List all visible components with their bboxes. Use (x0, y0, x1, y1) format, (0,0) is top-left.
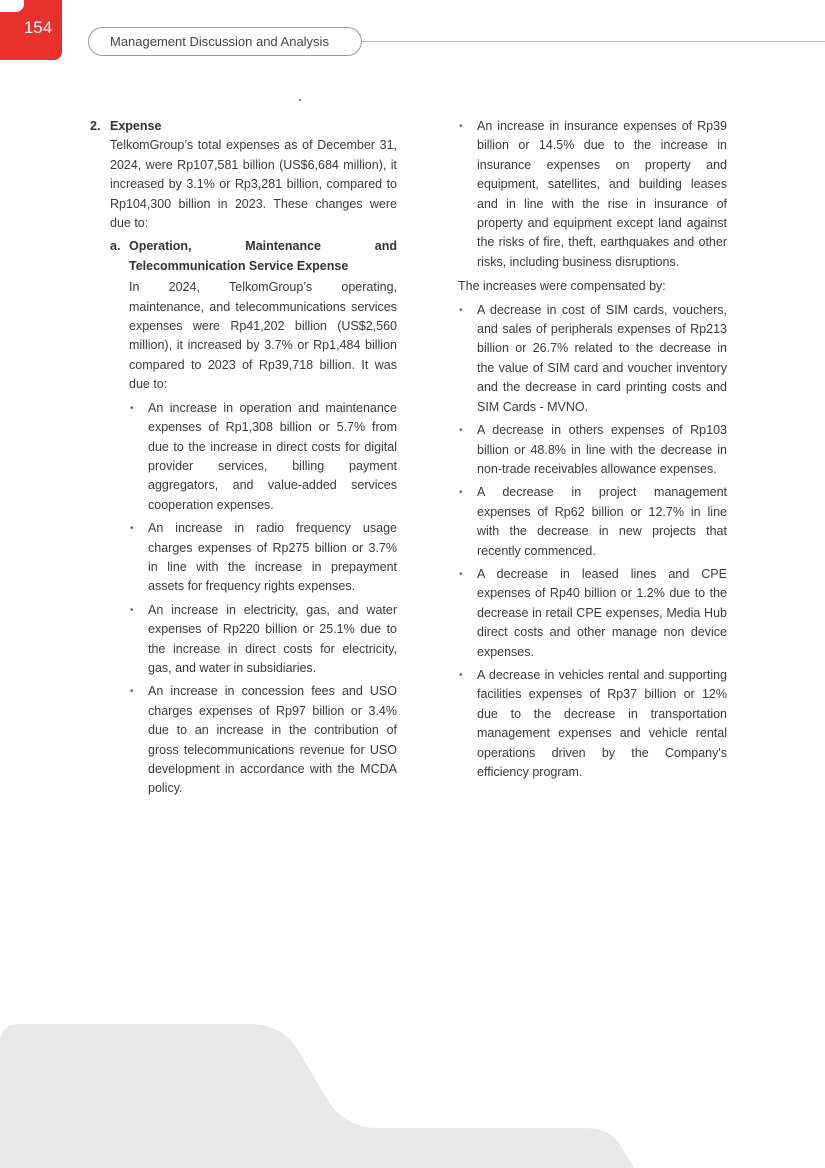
decrease-list (458, 301, 727, 783)
list-item: • An increase in concession fees and USO charges expenses of Rp97 billion or 3.4% due to an increase in the contribution of gross telecommunications revenue for USO development in accordance with the MCDA policy. (129, 682, 397, 798)
tab-notch (0, 0, 24, 12)
list-item: • A decrease in project management expenses of Rp62 billion or 12.7% in line with the decrease in new projects that recently commenced. (458, 483, 727, 561)
compensated-label: The increases were compensated by: (458, 279, 666, 294)
stray-dot (299, 99, 301, 101)
expense-intro: TelkomGroup’s total expenses as of December 31, 2024, were Rp107,581 billion (US$6,684 million), it increased by 3.1% or Rp3,281 billion, compared to Rp104,300 billion in 2023. These changes were due to: (110, 138, 397, 231)
list-item: • A decrease in cost of SIM cards, vouchers, and sales of peripherals expenses of Rp213 billion or 26.7% related to the decrease in the value of SIM card and voucher inventory and the decrease in card printing costs and SIM Cards - MVNO. (458, 301, 727, 417)
heading-text: Expense (110, 119, 162, 133)
page-number: 154 (23, 17, 53, 37)
heading-number: 2. (90, 119, 101, 133)
list-item: • An increase in electricity, gas, and water expenses of Rp220 billion or 25.1% due to the increase in direct costs for electricity, gas, and water in subsidiaries. (129, 601, 397, 679)
expense-heading (90, 117, 397, 136)
list-item: • A decrease in leased lines and CPE expenses of Rp40 billion or 1.2% due to the decrease in retail CPE expenses, Media Hub direct costs and other manage non device expenses. (458, 565, 727, 662)
page-number-tab (0, 0, 62, 60)
left-column (90, 117, 397, 803)
list-item: • An increase in insurance expenses of Rp39 billion or 14.5% due to the increase in insurance expenses on property and equipment, satellites, and building leases and in line with the rise in insurance of property and equipment except land against the risks of fire, theft, earthquakes and other risks, including business disruptions. (458, 117, 727, 272)
list-item: • An increase in radio frequency usage charges expenses of Rp275 billion or 3.7% in line with the increase in prepayment assets for frequency rights expenses. (129, 519, 397, 597)
subsection-paragraph: In 2024, TelkomGroup’s operating, maintenance, and telecommunications services expenses were Rp41,202 billion (US$2,560 million), it increased by 3.7% or Rp1,484 billion compared to 2023 of Rp39,718 billion. It was due to: (129, 280, 397, 392)
subsection-number: a. (110, 239, 121, 254)
footer-background-shape (0, 1020, 825, 1168)
increase-list (129, 399, 397, 799)
subsection-title: Operation, Maintenance and Telecommunication Service Expense (129, 239, 397, 273)
list-item: • A decrease in vehicles rental and supporting facilities expenses of Rp37 billion or 12% due to the decrease in transportation management expenses and vehicle rental operations driven by the Company's efficiency program. (458, 666, 727, 782)
increase-list-continued (458, 117, 727, 272)
header-divider (362, 41, 825, 42)
right-column (458, 117, 727, 786)
subsection-heading (110, 237, 397, 276)
list-item: • An increase in operation and maintenance expenses of Rp1,308 billion or 5.7% from due to the increase in direct costs for digital provider services, billing payment aggregators, and value-added services cooperation expenses. (129, 399, 397, 515)
section-title-pill: Management Discussion and Analysis (88, 27, 362, 56)
list-item: • A decrease in others expenses of Rp103 billion or 48.8% in line with the decrease in non-trade receivables allowance expenses. (458, 421, 727, 479)
